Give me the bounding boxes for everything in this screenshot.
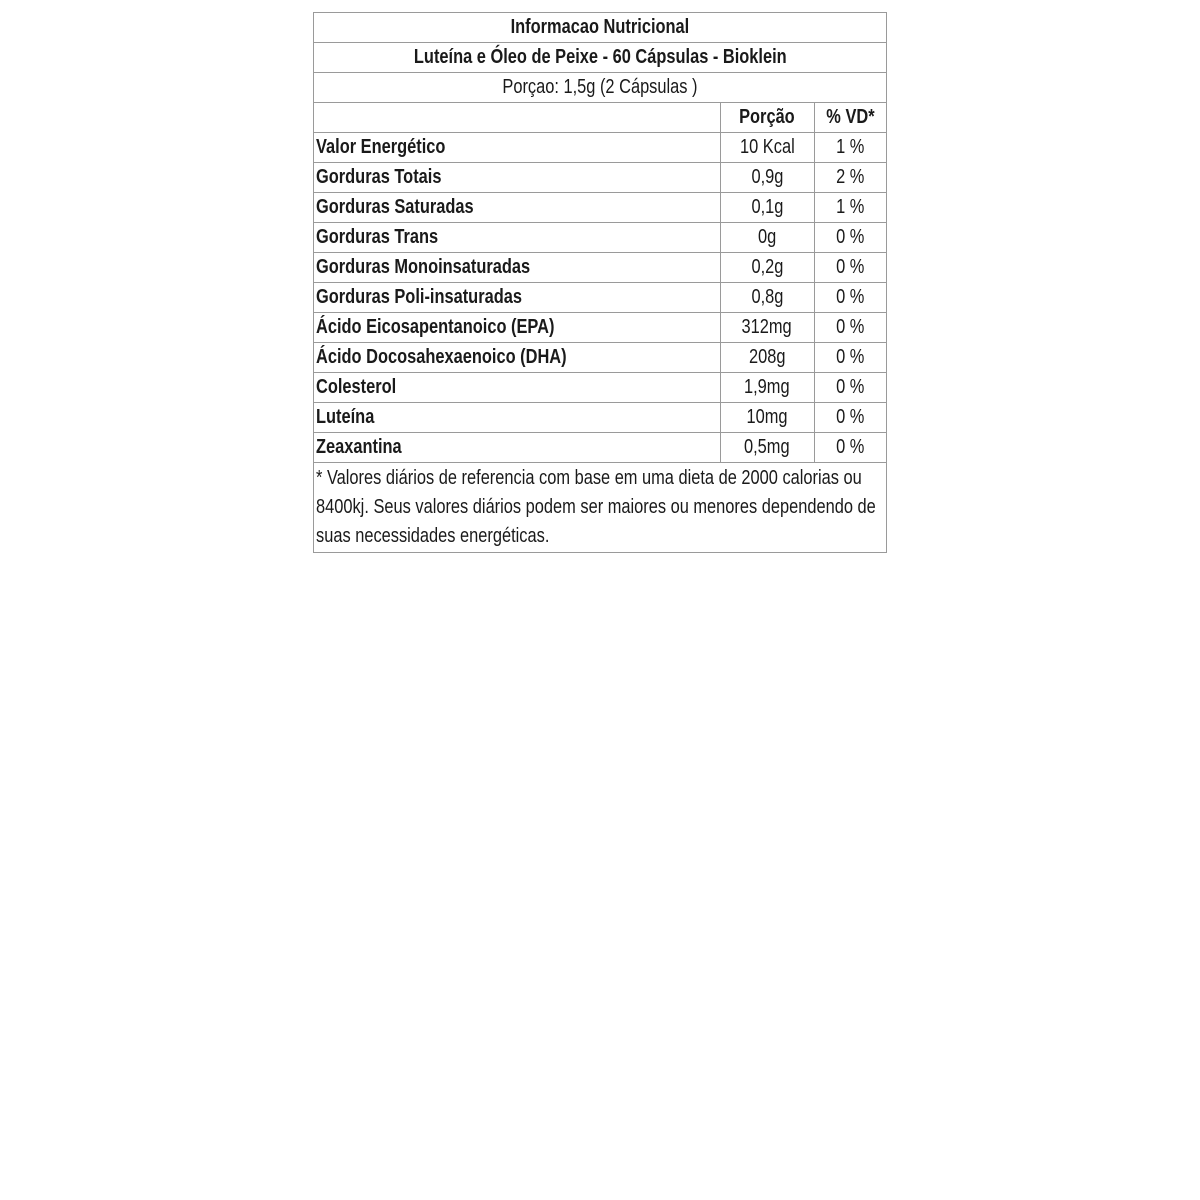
nutrient-portion: 0g [720, 223, 814, 253]
nutrient-name: Ácido Eicosapentanoico (EPA) [314, 313, 720, 343]
product-name: Luteína e Óleo de Peixe - 60 Cápsulas - Bioklein [314, 43, 886, 73]
table-row [314, 403, 886, 433]
nutrient-name: Luteína [314, 403, 720, 433]
header-vd: % VD* [814, 103, 886, 133]
nutrient-vd: 0 % [814, 283, 886, 313]
nutrient-portion: 10 Kcal [720, 133, 814, 163]
table-row [314, 343, 886, 373]
nutrient-vd: 1 % [814, 133, 886, 163]
label-title: Informacao Nutricional [314, 13, 886, 43]
nutrient-vd: 0 % [814, 403, 886, 433]
title-row [314, 13, 886, 43]
table-row [314, 433, 886, 463]
table-row [314, 373, 886, 403]
nutrient-vd: 0 % [814, 313, 886, 343]
nutrient-vd: 1 % [814, 193, 886, 223]
nutrient-name: Gorduras Trans [314, 223, 720, 253]
nutrient-portion: 0,9g [720, 163, 814, 193]
nutrient-name: Gorduras Saturadas [314, 193, 720, 223]
header-portion: Porção [720, 103, 814, 133]
table-row [314, 253, 886, 283]
footnote-row [314, 463, 886, 553]
nutrition-table [314, 13, 886, 552]
serving-row [314, 73, 886, 103]
table-row [314, 283, 886, 313]
serving-size: Porçao: 1,5g (2 Cápsulas ) [314, 73, 886, 103]
nutrient-name: Valor Energético [314, 133, 720, 163]
nutrient-vd: 0 % [814, 253, 886, 283]
nutrient-vd: 2 % [814, 163, 886, 193]
nutrient-portion: 1,9mg [720, 373, 814, 403]
nutrient-name: Ácido Docosahexaenoico (DHA) [314, 343, 720, 373]
nutrient-portion: 0,5mg [720, 433, 814, 463]
nutrient-portion: 0,2g [720, 253, 814, 283]
table-row [314, 133, 886, 163]
nutrient-name: Gorduras Monoinsaturadas [314, 253, 720, 283]
product-row [314, 43, 886, 73]
table-row [314, 223, 886, 253]
nutrient-name: Colesterol [314, 373, 720, 403]
column-header-row [314, 103, 886, 133]
header-blank [314, 103, 720, 133]
nutrient-vd: 0 % [814, 373, 886, 403]
nutrient-vd: 0 % [814, 343, 886, 373]
nutrient-portion: 208g [720, 343, 814, 373]
nutrient-name: Gorduras Totais [314, 163, 720, 193]
table-row [314, 163, 886, 193]
nutrient-portion: 312mg [720, 313, 814, 343]
nutrient-portion: 0,8g [720, 283, 814, 313]
nutrient-portion: 0,1g [720, 193, 814, 223]
table-row [314, 193, 886, 223]
nutrition-facts-label [313, 12, 887, 553]
table-row [314, 313, 886, 343]
nutrient-vd: 0 % [814, 433, 886, 463]
nutrient-portion: 10mg [720, 403, 814, 433]
nutrient-vd: 0 % [814, 223, 886, 253]
footnote: * Valores diários de referencia com base em uma dieta de 2000 calorias ou 8400kj. Seus valores diários podem ser maiores ou menores dependendo de suas necessidades energéticas. [314, 463, 886, 553]
nutrient-name: Gorduras Poli-insaturadas [314, 283, 720, 313]
nutrient-name: Zeaxantina [314, 433, 720, 463]
